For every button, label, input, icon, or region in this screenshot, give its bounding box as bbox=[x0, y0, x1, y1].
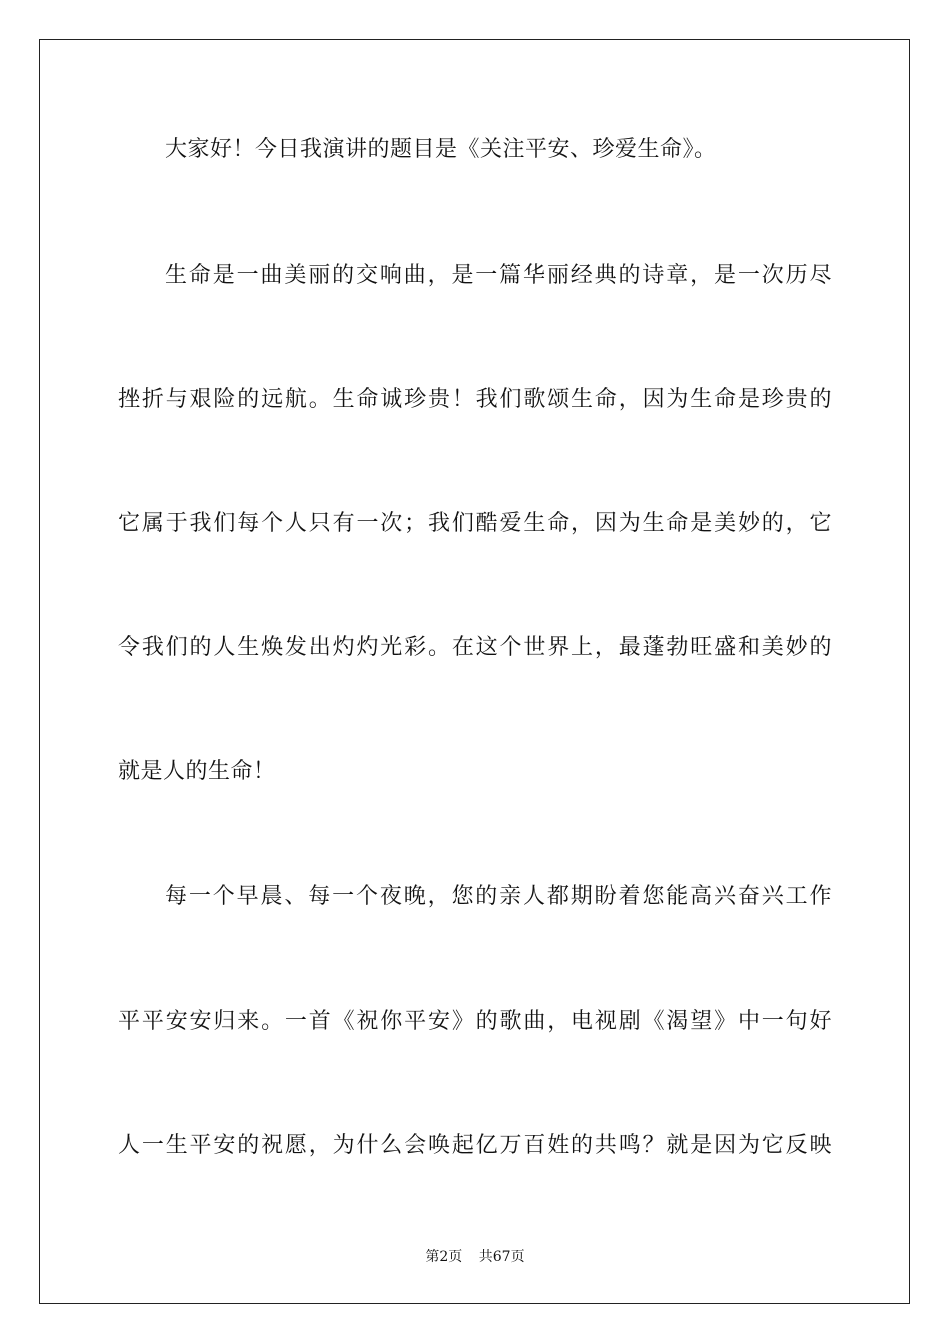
text-line: 令我们的人生焕发出灼灼光彩。在这个世界上，最蓬勃旺盛和美妙的 bbox=[118, 635, 832, 660]
page-border bbox=[39, 39, 910, 1304]
page-total: 共67页 bbox=[478, 1249, 525, 1265]
text-line: 大家好！今日我演讲的题目是《关注平安、珍爱生命》。 bbox=[165, 137, 717, 162]
text-line: 生命是一曲美丽的交响曲，是一篇华丽经典的诗章，是一次历尽 bbox=[165, 263, 832, 288]
text-line: 就是人的生命！ bbox=[118, 759, 276, 784]
text-line: 它属于我们每个人只有一次；我们酷爱生命，因为生命是美妙的，它 bbox=[118, 511, 832, 536]
text-line: 人一生平安的祝愿，为什么会唤起亿万百姓的共鸣？就是因为它反映 bbox=[118, 1133, 832, 1158]
page-footer bbox=[0, 1248, 950, 1266]
page-number: 第2页 bbox=[425, 1249, 463, 1265]
text-line: 每一个早晨、每一个夜晚，您的亲人都期盼着您能高兴奋兴工作 bbox=[165, 884, 832, 909]
text-line: 挫折与艰险的远航。生命诚珍贵！我们歌颂生命，因为生命是珍贵的 bbox=[118, 387, 832, 412]
text-line: 平平安安归来。一首《祝你平安》的歌曲，电视剧《渴望》中一句好 bbox=[118, 1009, 832, 1034]
